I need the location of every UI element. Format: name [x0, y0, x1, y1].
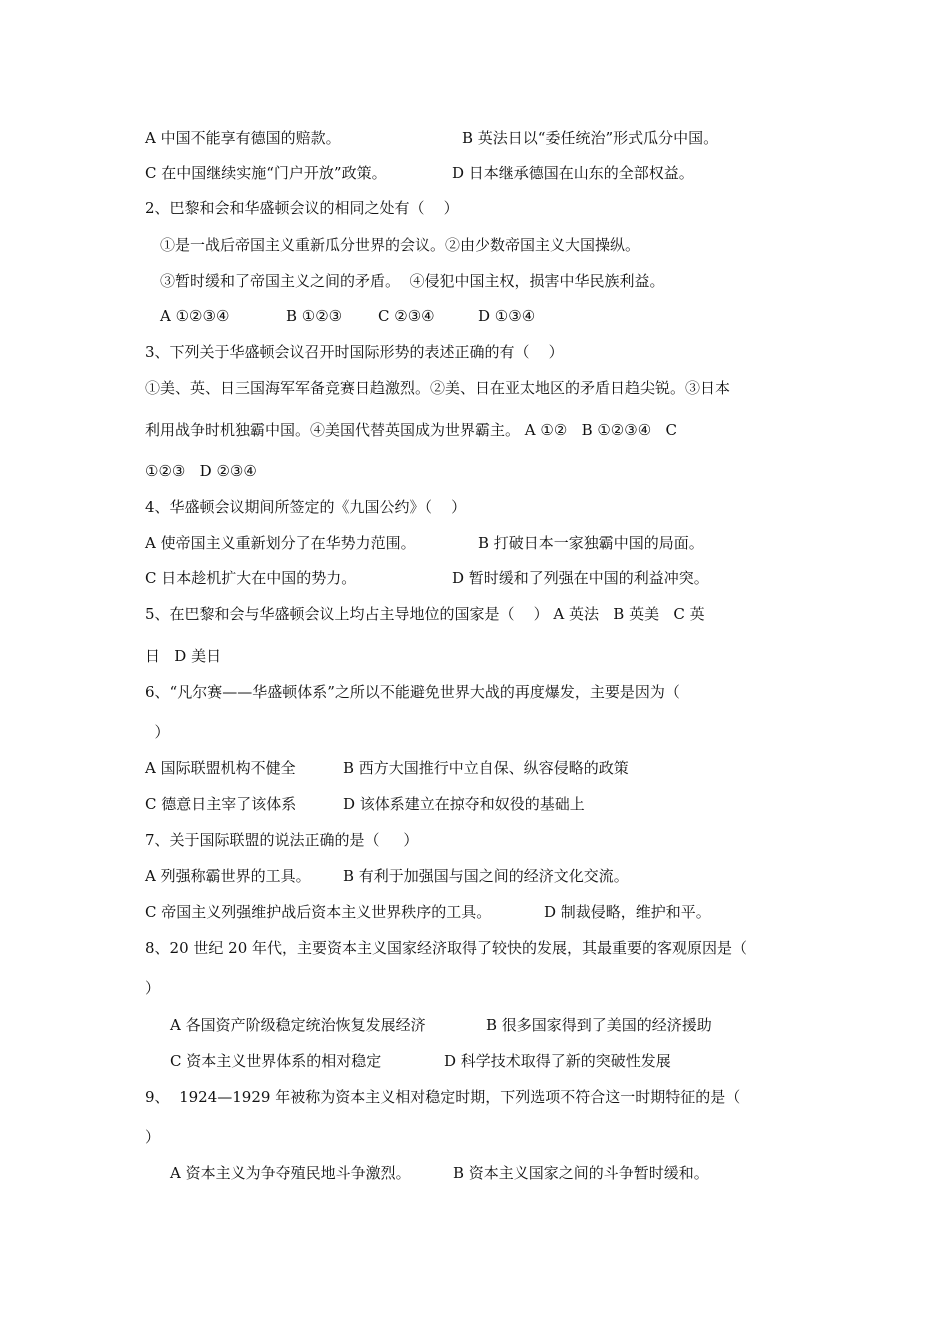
- q8-option-c: C 资本主义世界体系的相对稳定: [170, 1052, 382, 1070]
- q2-stem: 2、巴黎和会和华盛顿会议的相同之处有（ ）: [145, 199, 459, 217]
- q6-option-a: A 国际联盟机构不健全: [145, 759, 296, 777]
- q2-item-line: ①是一战后帝国主义重新瓜分世界的会议。②由少数帝国主义大国操纵。: [160, 236, 641, 254]
- q3-text-line: ①美、英、日三国海军军备竞赛日趋激烈。②美、日在亚太地区的矛盾日趋尖锐。③日本: [145, 379, 731, 397]
- q7-option-c: C 帝国主义列强维护战后资本主义世界秩序的工具。: [145, 903, 492, 921]
- q7-option-d: D 制裁侵略，维护和平。: [544, 903, 711, 921]
- q5-text-line: 5、在巴黎和会与华盛顿会议上均占主导地位的国家是（ ） A 英法 B 英美 C 英: [145, 605, 705, 623]
- q6-option-c: C 德意日主宰了该体系: [145, 795, 297, 813]
- q6-option-b: B 西方大国推行中立自保、纵容侵略的政策: [343, 759, 629, 777]
- q4-stem: 4、华盛顿会议期间所签定的《九国公约》（ ）: [145, 498, 467, 516]
- q2-item-line: ③暂时缓和了帝国主义之间的矛盾。 ④侵犯中国主权，损害中华民族利益。: [160, 272, 665, 290]
- q8-stem: 8、20 世纪 20 年代，主要资本主义国家经济取得了较快的发展，其最重要的客观原因是（: [145, 939, 748, 957]
- q1-option-d: D 日本继承德国在山东的全部权益。: [452, 164, 694, 182]
- q3-text-line: 利用战争时机独霸中国。④美国代替英国成为世界霸主。 A ①② B ①②③④ C: [145, 421, 677, 439]
- q1-option-b: B 英法日以“委任统治”形式瓜分中国。: [462, 129, 719, 147]
- q1-option-a: A 中国不能享有德国的赔款。: [145, 129, 341, 147]
- q6-stem: 6、“凡尔赛——华盛顿体系”之所以不能避免世界大战的再度爆发，主要是因为（: [145, 683, 680, 701]
- q3-text-line: ①②③ D ②③④: [145, 462, 257, 480]
- q2-option-b: B ①②③: [286, 307, 343, 325]
- q2-option-d: D ①③④: [478, 307, 536, 325]
- q7-option-a: A 列强称霸世界的工具。: [145, 867, 311, 885]
- q8-option-b: B 很多国家得到了美国的经济援助: [486, 1016, 712, 1034]
- q4-option-d: D 暂时缓和了列强在中国的利益冲突。: [452, 569, 709, 587]
- q2-option-a: A ①②③④: [160, 307, 230, 325]
- q9-stem-close: ）: [145, 1128, 161, 1146]
- q8-stem-close: ）: [145, 979, 161, 997]
- q1-option-c: C 在中国继续实施“门户开放”政策。: [145, 164, 387, 182]
- q9-stem: 9、 1924—1929 年被称为资本主义相对稳定时期，下列选项不符合这一时期特征的是（: [145, 1088, 741, 1106]
- q4-option-b: B 打破日本一家独霸中国的局面。: [478, 534, 704, 552]
- q3-stem: 3、下列关于华盛顿会议召开时国际形势的表述正确的有（ ）: [145, 343, 564, 361]
- q4-option-a: A 使帝国主义重新划分了在华势力范围。: [145, 534, 416, 552]
- q9-option-a: A 资本主义为争夺殖民地斗争激烈。: [170, 1164, 411, 1182]
- q9-option-b: B 资本主义国家之间的斗争暂时缓和。: [453, 1164, 709, 1182]
- q8-option-a: A 各国资产阶级稳定统治恢复发展经济: [170, 1016, 426, 1034]
- q5-text-line: 日 D 美日: [145, 647, 222, 665]
- q4-option-c: C 日本趁机扩大在中国的势力。: [145, 569, 357, 587]
- q7-stem: 7、关于国际联盟的说法正确的是（ ）: [145, 831, 419, 849]
- q7-option-b: B 有利于加强国与国之间的经济文化交流。: [343, 867, 629, 885]
- q8-option-d: D 科学技术取得了新的突破性发展: [444, 1052, 671, 1070]
- q6-stem-close: ）: [145, 723, 170, 741]
- q2-option-c: C ②③④: [378, 307, 435, 325]
- q6-option-d: D 该体系建立在掠夺和奴役的基础上: [343, 795, 585, 813]
